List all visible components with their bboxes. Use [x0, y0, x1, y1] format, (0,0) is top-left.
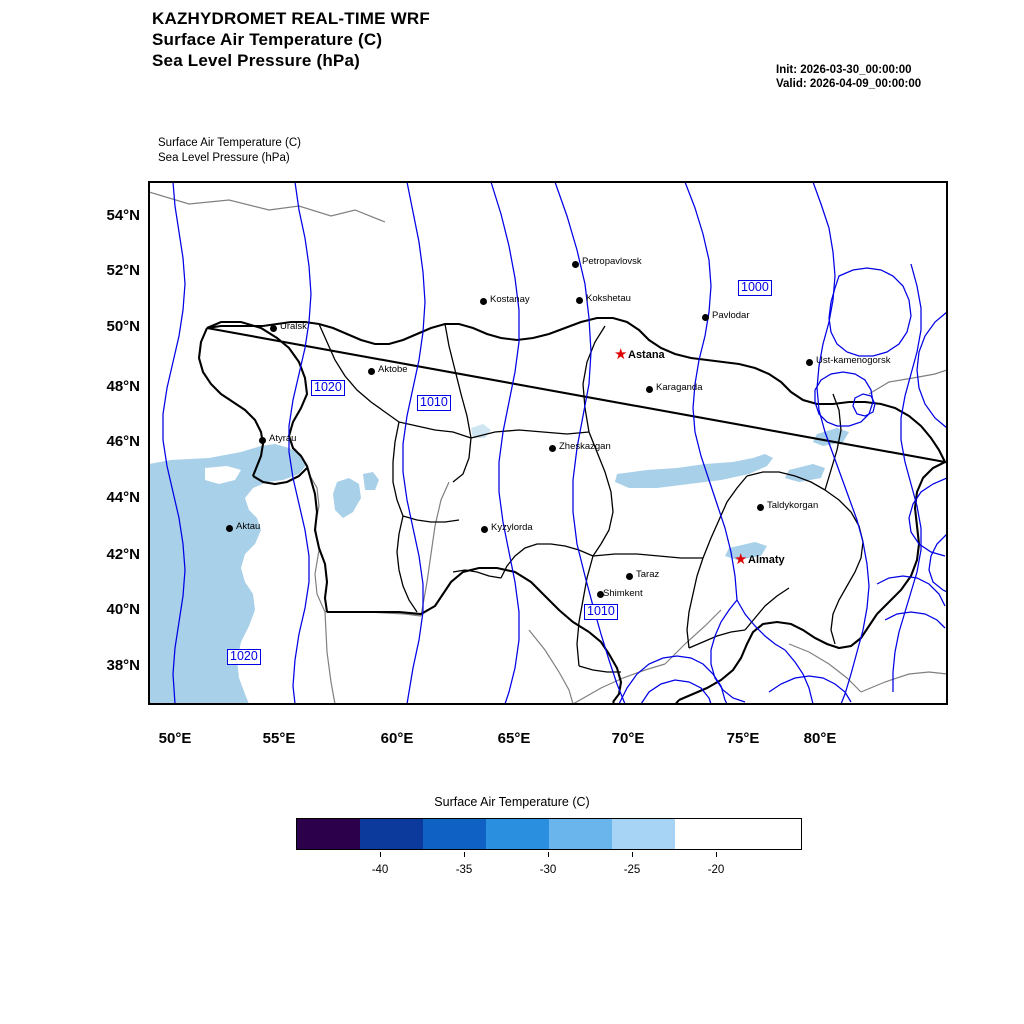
y-axis-label-3: 48°N	[106, 378, 140, 395]
contour-label-1010-north: 1010	[417, 395, 451, 411]
colorbar-swatch-1	[360, 819, 423, 849]
x-axis-label-4: 70°E	[611, 730, 645, 747]
map-subtitle-line-1: Surface Air Temperature (C)	[158, 137, 301, 149]
title-line-3: Sea Level Pressure (hPa)	[152, 51, 360, 70]
city-marker-petropavlovsk[interactable]	[572, 261, 579, 268]
map-subtitle-line-2: Sea Level Pressure (hPa)	[158, 152, 290, 164]
city-label-atyrau: Atyrau	[269, 433, 297, 444]
y-axis-label-1: 52°N	[106, 262, 140, 279]
weather-map[interactable]	[148, 181, 948, 705]
x-axis-label-0: 50°E	[158, 730, 192, 747]
city-label-karaganda: Karaganda	[656, 382, 703, 393]
colorbar-tickmark-0	[380, 852, 381, 857]
valid-time: Valid: 2026-04-09_00:00:00	[776, 78, 922, 90]
city-label-shimkent: Shimkent	[603, 588, 643, 599]
model-run-info	[776, 63, 921, 91]
colorbar-ticks	[296, 852, 800, 882]
y-axis-label-4: 46°N	[106, 433, 140, 450]
x-axis-label-2: 60°E	[380, 730, 414, 747]
city-label-petropavlovsk: Petropavlovsk	[582, 256, 642, 267]
y-axis-label-5: 44°N	[106, 489, 140, 506]
colorbar-swatch-3	[486, 819, 549, 849]
city-label-ust-kamenogorsk: Ust-kamenogorsk	[816, 355, 891, 366]
colorbar[interactable]	[296, 818, 802, 850]
x-axis-label-6: 80°E	[803, 730, 837, 747]
city-label-zheskazgan: Zheskazgan	[559, 441, 611, 452]
city-marker-uralsk[interactable]	[270, 325, 277, 332]
contour-label-1020-south: 1020	[227, 649, 261, 665]
y-axis-label-7: 40°N	[106, 601, 140, 618]
x-axis-label-5: 75°E	[726, 730, 760, 747]
chart-title-block	[152, 8, 430, 71]
y-axis-label-8: 38°N	[106, 657, 140, 674]
city-label-kokshetau: Kokshetau	[586, 293, 631, 304]
y-axis-label-2: 50°N	[106, 318, 140, 335]
city-marker-aktau[interactable]	[226, 525, 233, 532]
colorbar-swatch-6	[675, 819, 738, 849]
kazakhstan-border	[199, 318, 945, 704]
colorbar-tick-label-1: -35	[455, 864, 473, 876]
capital-star-astana: ★	[614, 346, 628, 363]
city-marker-karaganda[interactable]	[646, 386, 653, 393]
city-marker-taldykorgan[interactable]	[757, 504, 764, 511]
contour-label-1010-south: 1010	[584, 604, 618, 620]
city-label-taraz: Taraz	[636, 569, 660, 580]
city-label-kyzylorda: Kyzylorda	[491, 522, 533, 533]
city-marker-kostanay[interactable]	[480, 298, 487, 305]
y-axis-label-6: 42°N	[106, 546, 140, 563]
city-marker-kokshetau[interactable]	[576, 297, 583, 304]
colorbar-swatch-5	[612, 819, 675, 849]
colorbar-tick-label-4: -20	[707, 864, 725, 876]
capital-label-astana: Astana	[628, 349, 665, 361]
city-label-pavlodar: Pavlodar	[712, 310, 750, 321]
city-marker-kyzylorda[interactable]	[481, 526, 488, 533]
city-marker-atyrau[interactable]	[259, 437, 266, 444]
x-axis-label-3: 65°E	[497, 730, 531, 747]
city-label-uralsk: Uralsk	[280, 321, 307, 332]
contour-label-1000: 1000	[738, 280, 772, 296]
city-marker-zheskazgan[interactable]	[549, 445, 556, 452]
city-label-kostanay: Kostanay	[490, 294, 530, 305]
colorbar-tickmark-1	[464, 852, 465, 857]
colorbar-swatch-7	[738, 819, 801, 849]
city-marker-pavlodar[interactable]	[702, 314, 709, 321]
title-line-1: KAZHYDROMET REAL-TIME WRF	[152, 9, 430, 28]
contour-label-1020-west: 1020	[311, 380, 345, 396]
colorbar-tick-label-0: -40	[371, 864, 389, 876]
colorbar-swatch-0	[297, 819, 360, 849]
map-subtitle	[158, 136, 301, 166]
city-label-aktobe: Aktobe	[378, 364, 408, 375]
city-marker-aktobe[interactable]	[368, 368, 375, 375]
colorbar-tickmark-2	[548, 852, 549, 857]
capital-star-almaty: ★	[734, 551, 748, 568]
city-marker-taraz[interactable]	[626, 573, 633, 580]
colorbar-title: Surface Air Temperature (C)	[434, 795, 590, 809]
init-time: Init: 2026-03-30_00:00:00	[776, 64, 912, 76]
x-axis-label-1: 55°E	[262, 730, 296, 747]
city-marker-ust-kamenogorsk[interactable]	[806, 359, 813, 366]
y-axis-label-0: 54°N	[106, 207, 140, 224]
colorbar-tickmark-3	[632, 852, 633, 857]
city-label-taldykorgan: Taldykorgan	[767, 500, 819, 511]
colorbar-tickmark-4	[716, 852, 717, 857]
colorbar-swatch-2	[423, 819, 486, 849]
city-label-aktau: Aktau	[236, 521, 261, 532]
colorbar-tick-label-3: -25	[623, 864, 641, 876]
title-line-2: Surface Air Temperature (C)	[152, 30, 383, 49]
capital-label-almaty: Almaty	[748, 554, 785, 566]
colorbar-swatch-4	[549, 819, 612, 849]
colorbar-tick-label-2: -30	[539, 864, 557, 876]
